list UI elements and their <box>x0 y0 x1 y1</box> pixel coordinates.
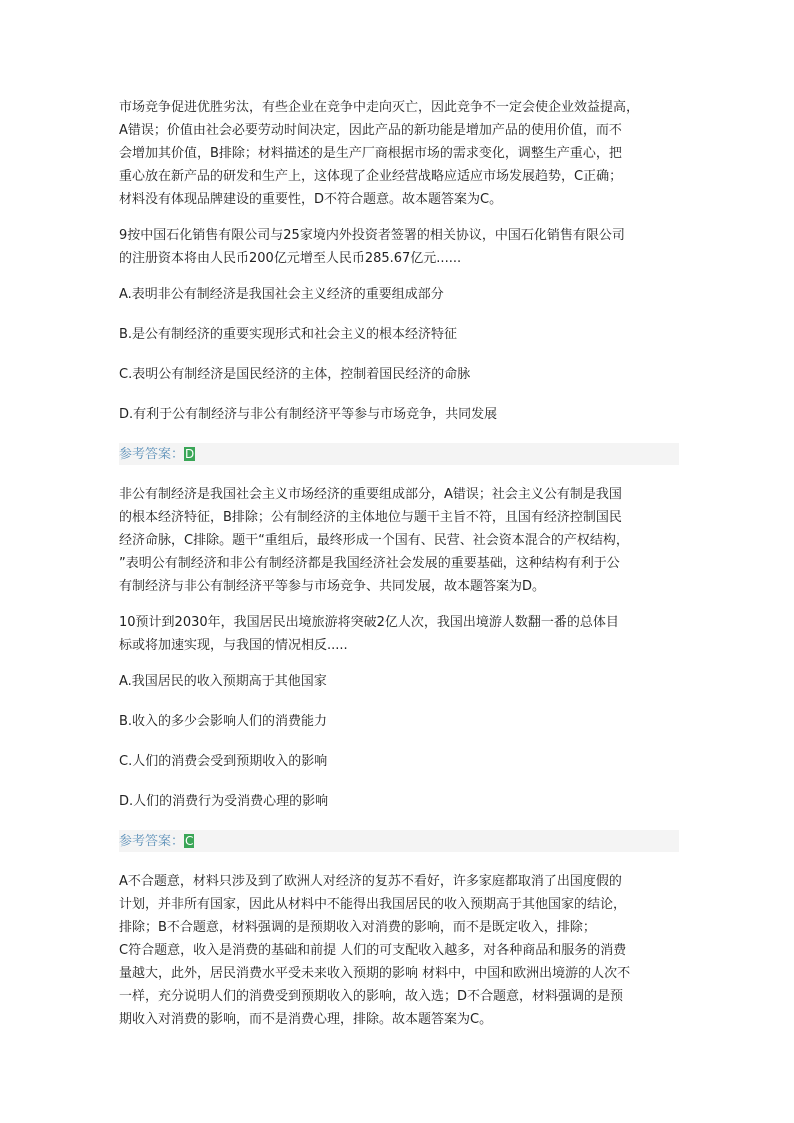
question-10-answer-label: 参考答案： <box>119 834 185 849</box>
question-9-option-a: A.表明非公有制经济是我国社会主义经济的重要组成部分 <box>119 287 444 302</box>
question-9-option-c: C.表明公有制经济是国民经济的主体，控制着国民经济的命脉 <box>119 367 471 382</box>
question-9-option-d: D.有利于公有制经济与非公有制经济平等参与市场竞争，共同发展 <box>119 407 498 422</box>
question-10-option-a: A.我国居民的收入预期高于其他国家 <box>119 674 327 689</box>
question-9-option-b: B.是公有制经济的重要实现形式和社会主义的根本经济特征 <box>119 327 458 342</box>
question-10-explanation: A不合题意，材料只涉及到了欧洲人对经济的复苏不看好，许多家庭都取消了出国度假的 计划，并非所有国家，因此从材料中不能得出我国居民的收入预期高于其他国家的结论， 排除；B不合题意，材料强调的是预期收入对消费的影响，而不是既定收入，排除； C符合题意，收入是消费的基础和前提 人们的可支配收入越多，对各种商品和服务的消费 量越大，此外，居民消费水平受未来收入预期的影响 材料中，中国和欧洲出境游的人次不 一样，充分说明人们的消费受到预期收入的影响，故入选；D不合题意，材料强调的是预 期收入对消费的影响，而不是消费心理，排除。故本题答案为C。 <box>119 874 631 1027</box>
question-10-stem: 10预计到2030年，我国居民出境旅游将突破2亿人次，我国出境游人数翻一番的总体目 标或将加速实现，与我国的情况相反..... <box>119 615 619 653</box>
question-9-stem: 9按中国石化销售有限公司与25家境内外投资者签署的相关协议，中国石化销售有限公司 的注册资本将由人民币200亿元增至人民币285.67亿元...... <box>119 228 625 266</box>
intro-explanation: 市场竞争促进优胜劣汰，有些企业在竞争中走向灭亡，因此竞争不一定会使企业效益提高， A错误；价值由社会必要劳动时间决定，因此产品的新功能是增加产品的使用价值，而不 会增加其价值，B排除；材料描述的是生产厂商根据市场的需求变化，调整生产重心，把 重心放在新产品的研发和生产上，这体现了企业经营战略应适应市场发展趋势，C正确； 材料没有体现品牌建设的重要性，D不符合题意。故本题答案为C。 <box>119 100 640 207</box>
question-9-answer-bar <box>119 443 679 465</box>
question-9-explanation: 非公有制经济是我国社会主义市场经济的重要组成部分，A错误；社会主义公有制是我国 的根本经济特征，B排除；公有制经济的主体地位与题干主旨不符，且国有经济控制国民 经济命脉，C排除。题干“重组后，最终形成一个国有、民营、社会资本混合的产权结构， ”表明公有制经济和非公有制经济都是我国经济社会发展的重要基础，这种结构有利于公 有制经济与非公有制经济平等参与市场竞争、共同发展，故本题答案为D。 <box>119 487 629 594</box>
question-10-option-b: B.收入的多少会影响人们的消费能力 <box>119 714 328 729</box>
question-10-answer-bar <box>119 830 679 852</box>
question-10-option-c: C.人们的消费会受到预期收入的影响 <box>119 754 328 769</box>
question-10-option-d: D.人们的消费行为受消费心理的影响 <box>119 794 329 809</box>
question-10-answer-value: C <box>185 834 194 848</box>
question-9-answer-value: D <box>185 447 195 461</box>
question-9-answer-label: 参考答案： <box>119 447 185 462</box>
document-page <box>119 96 679 1031</box>
